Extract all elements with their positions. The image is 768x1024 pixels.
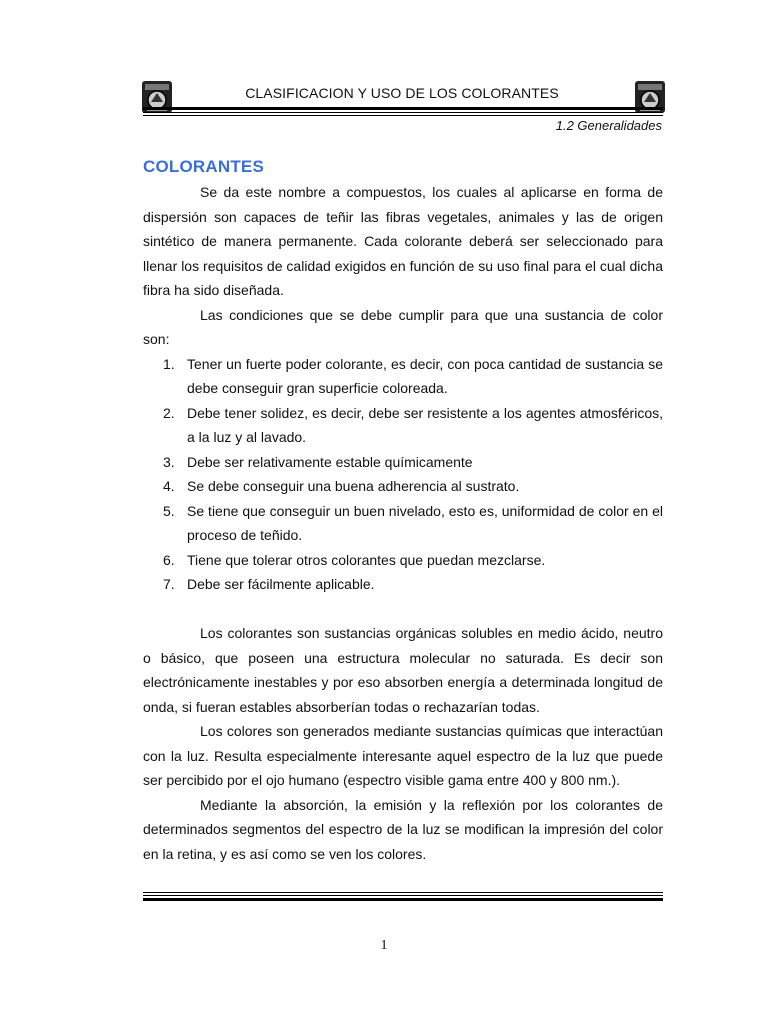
- list-number: 1.: [163, 355, 175, 372]
- list-item-text: Debe tener solidez, es decir, debe ser resistente a los agentes atmosféricos, a la luz y al lavado.: [187, 404, 663, 445]
- list-item: [143, 352, 663, 401]
- list-item: [143, 499, 663, 548]
- list-item: [143, 474, 663, 499]
- paragraph: Los colores son generados mediante sustancias químicas que interactúan con la luz. Resulta especialmente interesante aquel espectro de la luz que puede ser percibido por el ojo humano (espectro visible gama entre 400 y 800 nm.).: [143, 723, 663, 788]
- paragraph: Los colorantes son sustancias orgánicas solubles en medio ácido, neutro o básico, que poseen una estructura molecular no saturada. Es decir son electrónicamente inestables y por eso absorben energía a determinada longitud de onda, si fueran estables absorberían todas o rechazarían todas.: [143, 625, 663, 715]
- conditions-list: [143, 352, 663, 597]
- paragraph: Mediante la absorción, la emisión y la reflexión por los colorantes de determinados segmentos del espectro de la luz se modifican la impresión del color en la retina, y es así como se ven los colores.: [143, 796, 663, 862]
- footer-rule-thick: [143, 898, 663, 901]
- list-item-text: Debe ser relativamente estable químicamente: [187, 453, 473, 470]
- list-item: [143, 572, 663, 597]
- list-number: 3.: [163, 453, 175, 470]
- list-number: 7.: [163, 576, 175, 592]
- list-item-text: Tiene que tolerar otros colorantes que puedan mezclarse.: [187, 551, 546, 568]
- list-item: [143, 401, 663, 450]
- section-heading: COLORANTES: [143, 157, 264, 176]
- list-item: [143, 450, 663, 475]
- list-number: 5.: [163, 502, 175, 519]
- list-item-text: Debe ser fácilmente aplicable.: [187, 576, 375, 592]
- paragraph: Se da este nombre a compuestos, los cuales al aplicarse en forma de dispersión son capaces de teñir las fibras vegetales, animales y las de origen sintético de manera permanente. Cada colorante deberá ser seleccionado para llenar los requisitos de calidad exigidos en función de su uso final para el cual dicha fibra ha sido diseñada.: [143, 184, 663, 298]
- footer-rule-thin-2: [143, 895, 663, 896]
- list-item-text: Se tiene que conseguir un buen nivelado, esto es, uniformidad de color en el proceso de teñido.: [187, 502, 663, 543]
- footer-rule-thin-1: [143, 892, 663, 893]
- header-rule-thin-2: [143, 115, 663, 116]
- list-item-text: Se debe conseguir una buena adherencia al sustrato.: [187, 478, 520, 494]
- section-label: 1.2 Generalidades: [555, 118, 662, 133]
- list-number: 6.: [163, 551, 175, 568]
- page-number: 1: [380, 938, 388, 953]
- paragraph: Las condiciones que se debe cumplir para que una sustancia de color son:: [143, 306, 663, 347]
- header-rule-thin-1: [143, 112, 663, 113]
- list-number: 4.: [163, 478, 175, 494]
- body-text: [143, 180, 663, 866]
- list-item: [143, 548, 663, 573]
- document-header-title: CLASIFICACION Y USO DE LOS COLORANTES: [245, 85, 559, 101]
- list-number: 2.: [163, 404, 175, 421]
- header-rule-thick: [143, 107, 663, 110]
- list-item-text: Tener un fuerte poder colorante, es decir, con poca cantidad de sustancia se debe conseguir gran superficie coloreada.: [187, 355, 663, 396]
